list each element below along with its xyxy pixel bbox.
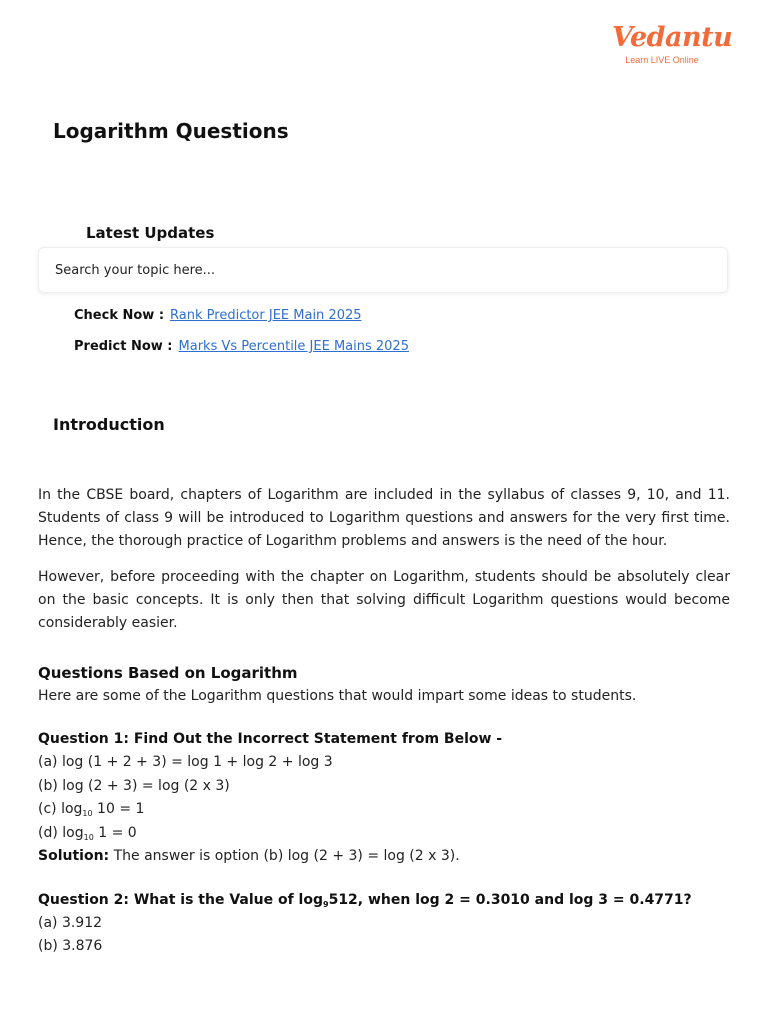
questions-section-heading: Questions Based on Logarithm: [38, 664, 298, 682]
option-d-base: 10: [83, 832, 94, 842]
option-c-prefix: (c) log: [38, 801, 83, 817]
logo-wordmark: Vedantu: [612, 22, 733, 53]
question-2-heading-suffix: 512, when log 2 = 0.3010 and log 3 = 0.4771?: [328, 891, 692, 908]
search-input[interactable]: [39, 248, 727, 292]
question-2-heading-prefix: Question 2: What is the Value of log: [38, 891, 323, 908]
question-1-option-b: (b) log (2 + 3) = log (2 x 3): [38, 777, 230, 794]
update-item-rank-predictor: [74, 306, 362, 326]
question-2-option-a: (a) 3.912: [38, 914, 103, 931]
latest-updates-heading: Latest Updates: [86, 224, 215, 242]
question-1-option-c: [38, 798, 730, 822]
update-item-marks-percentile: [74, 337, 409, 357]
solution-label: Solution:: [38, 848, 110, 864]
intro-paragraph-1: In the CBSE board, chapters of Logarithm are included in the syllabus of classes 9, 10, and 11. Students of class 9 will be introduced to Logarithm questions and answers for the very first time. Hence, the thorough practice of Logarithm problems and answers is the need of the hour.: [38, 487, 730, 549]
solution-text: The answer is option (b) log (2 + 3) = log (2 x 3).: [109, 848, 460, 864]
option-c-suffix: 10 = 1: [92, 801, 145, 817]
question-2-log-base: 9: [323, 899, 329, 909]
question-1-option-d: [38, 822, 730, 846]
question-1-option-a: (a) log (1 + 2 + 3) = log 1 + log 2 + log 3: [38, 754, 333, 770]
question-2-heading: [38, 889, 730, 912]
question-1-solution: [38, 845, 730, 869]
rank-predictor-link[interactable]: Rank Predictor JEE Main 2025: [170, 308, 362, 323]
vedantu-logo[interactable]: [612, 22, 733, 66]
questions-intro-text: Here are some of the Logarithm questions that would impart some ideas to students.: [38, 688, 637, 704]
intro-paragraph-2: However, before proceeding with the chapter on Logarithm, students should be absolutely clear on the basic concepts. It is only then that solving difficult Logarithm questions would become considerably easier.: [38, 569, 730, 631]
option-d-suffix: 1 = 0: [93, 824, 137, 841]
marks-vs-percentile-link[interactable]: Marks Vs Percentile JEE Mains 2025: [178, 339, 409, 354]
question-2-option-b: (b) 3.876: [38, 938, 103, 954]
introduction-heading: Introduction: [53, 415, 165, 434]
article-body: [38, 484, 730, 959]
logo-tagline: Learn LIVE Online: [625, 55, 699, 65]
page-title: Logarithm Questions: [53, 119, 289, 143]
update-label: Predict Now :: [74, 339, 173, 354]
option-c-base: 10: [82, 809, 93, 818]
update-label: Check Now :: [74, 308, 165, 323]
question-1-heading: Question 1: Find Out the Incorrect Statement from Below -: [38, 731, 503, 747]
option-d-prefix: (d) log: [38, 824, 84, 841]
search-box[interactable]: [38, 247, 728, 293]
